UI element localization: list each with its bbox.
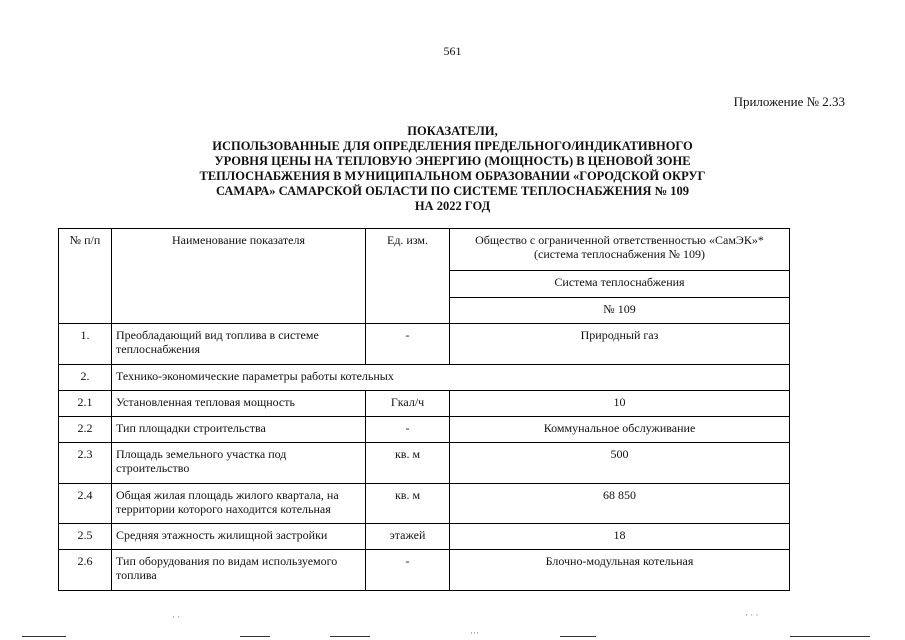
row-num: 2.2 <box>59 417 112 443</box>
row-value: Природный газ <box>450 324 790 365</box>
scan-speck: · · · <box>745 610 759 620</box>
scan-artifact-line <box>330 636 370 637</box>
scan-artifact-line <box>22 636 66 637</box>
row-name: Технико-экономические параметры работы котельных <box>112 365 790 391</box>
row-num: 2.3 <box>59 443 112 484</box>
title-line: НА 2022 ГОД <box>414 199 491 213</box>
table-row <box>59 550 790 591</box>
title-line: ИСПОЛЬЗОВАННЫЕ ДЛЯ ОПРЕДЕЛЕНИЯ ПРЕДЕЛЬНОГО/ИНДИКАТИВНОГО <box>212 139 693 153</box>
header-num: № п/п <box>59 229 112 324</box>
row-name: Тип площадки строительства <box>112 417 366 443</box>
row-unit: Гкал/ч <box>366 391 450 417</box>
row-name: Тип оборудования по видам используемого топлива <box>112 550 366 591</box>
table-row <box>59 417 790 443</box>
row-name: Преобладающий вид топлива в системе теплоснабжения <box>112 324 366 365</box>
row-value: 10 <box>450 391 790 417</box>
header-org: Общество с ограниченной ответственностью «СамЭК»* (система теплоснабжения № 109) <box>450 229 790 271</box>
table-row <box>59 484 790 524</box>
table-row <box>59 524 790 550</box>
row-num: 2.1 <box>59 391 112 417</box>
scan-speck: ··· <box>470 628 479 638</box>
row-unit: - <box>366 550 450 591</box>
row-value: 68 850 <box>450 484 790 524</box>
scan-artifact-line <box>240 636 270 637</box>
title-line: САМАРА» САМАРСКОЙ ОБЛАСТИ ПО СИСТЕМЕ ТЕПЛОСНАБЖЕНИЯ № 109 <box>215 184 690 198</box>
table-row <box>59 365 790 391</box>
row-name: Общая жилая площадь жилого квартала, на территории которого находится котельная <box>112 484 366 524</box>
row-name: Установленная тепловая мощность <box>112 391 366 417</box>
row-num: 2.6 <box>59 550 112 591</box>
header-unit: Ед. изм. <box>366 229 450 324</box>
header-system: Система теплоснабжения <box>450 271 790 298</box>
scan-artifact-line <box>560 636 596 637</box>
scan-speck: · · <box>172 612 181 622</box>
table-row <box>59 443 790 484</box>
row-num: 2. <box>59 365 112 391</box>
row-num: 1. <box>59 324 112 365</box>
title-line: УРОВНЯ ЦЕНЫ НА ТЕПЛОВУЮ ЭНЕРГИЮ (МОЩНОСТЬ) В ЦЕНОВОЙ ЗОНЕ <box>214 154 691 168</box>
row-value: 18 <box>450 524 790 550</box>
title-line: ПОКАЗАТЕЛИ, <box>407 124 498 138</box>
row-value: Коммунальное обслуживание <box>450 417 790 443</box>
table-row <box>59 391 790 417</box>
header-system-no: № 109 <box>450 298 790 324</box>
indicators-table <box>58 228 790 591</box>
row-num: 2.5 <box>59 524 112 550</box>
row-value: Блочно-модульная котельная <box>450 550 790 591</box>
title-line: ТЕПЛОСНАБЖЕНИЯ В МУНИЦИПАЛЬНОМ ОБРАЗОВАНИИ «ГОРОДСКОЙ ОКРУГ <box>199 169 706 183</box>
row-unit: этажей <box>366 524 450 550</box>
row-unit: - <box>366 417 450 443</box>
header-name: Наименование показателя <box>112 229 366 324</box>
row-unit: - <box>366 324 450 365</box>
appendix-label: Приложение № 2.33 <box>733 94 845 109</box>
row-num: 2.4 <box>59 484 112 524</box>
table-row <box>59 324 790 365</box>
page-number: 561 <box>443 44 462 58</box>
row-name: Средняя этажность жилищной застройки <box>112 524 366 550</box>
row-unit: кв. м <box>366 443 450 484</box>
row-value: 500 <box>450 443 790 484</box>
scan-artifact-line <box>790 636 870 637</box>
document-title <box>0 124 905 214</box>
row-name: Площадь земельного участка под строительство <box>112 443 366 484</box>
row-unit: кв. м <box>366 484 450 524</box>
